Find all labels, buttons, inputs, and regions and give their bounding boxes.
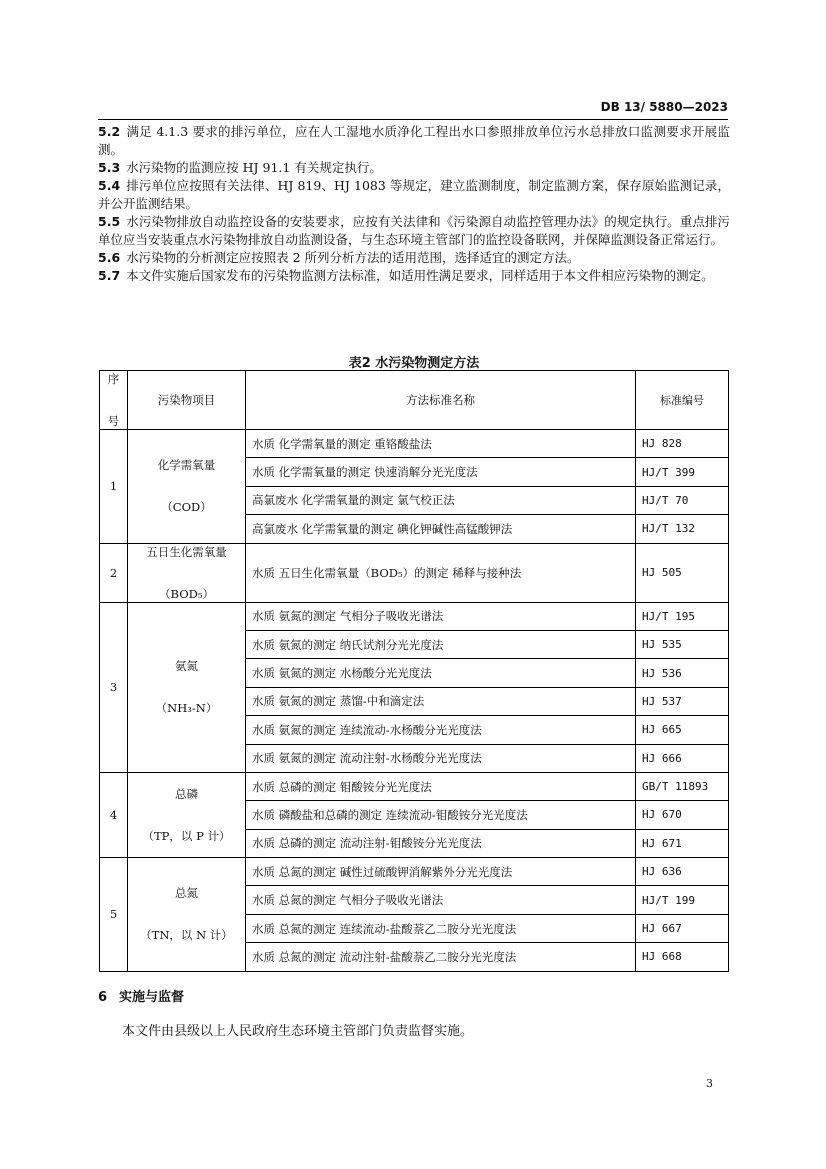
clause-number: 5.4 <box>98 178 121 193</box>
standard-code: HJ 828 <box>636 430 729 458</box>
clause-list <box>98 123 730 285</box>
row-number: 5 <box>100 858 128 972</box>
method-name: 水质 氨氮的测定 蒸馏-中和滴定法 <box>246 687 636 715</box>
clause-5-6 <box>98 249 730 267</box>
clause-5-2 <box>98 123 730 159</box>
table-title: 表2 水污染物测定方法 <box>348 356 480 371</box>
method-name: 水质 氨氮的测定 气相分子吸收光谱法 <box>246 602 636 630</box>
standard-code: HJ 505 <box>636 543 729 602</box>
pollutant-name: 化学需氧量 <box>157 458 216 473</box>
pollutant-item <box>128 772 246 857</box>
method-name: 水质 总氮的测定 气相分子吸收光谱法 <box>246 886 636 914</box>
clause-number: 5.6 <box>98 250 121 265</box>
pollutant-code: （BOD₅） <box>159 586 214 601</box>
standard-code: HJ 636 <box>636 858 729 886</box>
table-row <box>100 858 729 886</box>
standard-code: HJ 535 <box>636 630 729 658</box>
pollutant-item <box>128 543 246 602</box>
col-header-no <box>100 371 128 430</box>
method-name: 高氯废水 化学需氧量的测定 氯气校正法 <box>246 486 636 514</box>
table-row <box>100 602 729 630</box>
method-name: 水质 氨氮的测定 纳氏试剂分光光度法 <box>246 630 636 658</box>
clause-number: 5.7 <box>98 268 121 283</box>
standard-code: HJ 666 <box>636 744 729 772</box>
standard-code: HJ 536 <box>636 659 729 687</box>
standard-code: HJ/T 195 <box>636 602 729 630</box>
pollutant-item <box>128 858 246 972</box>
col-header-method: 方法标准名称 <box>246 371 636 430</box>
pollutant-name: 五日生化需氧量 <box>146 544 227 559</box>
standard-code: HJ 667 <box>636 914 729 942</box>
pollutant-code: （COD） <box>161 500 212 515</box>
col-header-item: 污染物项目 <box>128 371 246 430</box>
clause-text: 本文件实施后国家发布的污染物监测方法标准，如适用性满足要求，同样适用于本文件相应污染物的测定。 <box>126 268 714 283</box>
row-number: 1 <box>100 430 128 544</box>
method-name: 高氯废水 化学需氧量的测定 碘化钾碱性高锰酸钾法 <box>246 515 636 543</box>
method-name: 水质 氨氮的测定 连续流动-水杨酸分光光度法 <box>246 716 636 744</box>
section-title: 实施与监督 <box>119 990 185 1005</box>
table-row <box>100 430 729 458</box>
method-name: 水质 总磷的测定 钼酸铵分光光度法 <box>246 772 636 800</box>
standard-code: HJ/T 399 <box>636 458 729 486</box>
method-name: 水质 氨氮的测定 水杨酸分光光度法 <box>246 659 636 687</box>
pollutant-name: 氨氮 <box>175 659 198 674</box>
methods-table <box>99 370 729 972</box>
page-number: 3 <box>706 1077 713 1090</box>
clause-text: 排污单位应按照有关法律、HJ 819、HJ 1083 等规定，建立监测制度，制定监测方案，保存原始监测记录，并公开监测结果。 <box>98 178 730 211</box>
standard-code: HJ/T 199 <box>636 886 729 914</box>
clause-text: 水污染物的监测应按 HJ 91.1 有关规定执行。 <box>126 160 382 175</box>
method-name: 水质 总氮的测定 连续流动-盐酸萘乙二胺分光光度法 <box>246 914 636 942</box>
clause-number: 5.2 <box>98 124 121 139</box>
pollutant-code: （TN，以 N 计） <box>140 928 233 943</box>
pollutant-code: （NH₃-N） <box>155 701 218 716</box>
method-name: 水质 磷酸盐和总磷的测定 连续流动-钼酸铵分光光度法 <box>246 801 636 829</box>
section-6-text: 本文件由县级以上人民政府生态环境主管部门负责监督实施。 <box>122 1024 474 1039</box>
pollutant-code: （TP，以 P 计） <box>142 828 231 843</box>
clause-5-7 <box>98 267 730 285</box>
clause-number: 5.5 <box>98 214 121 229</box>
col-header-standard: 标准编号 <box>636 371 729 430</box>
standard-code: HJ 665 <box>636 716 729 744</box>
table-header-row <box>100 371 729 430</box>
table-row <box>100 772 729 800</box>
pollutant-name: 总磷 <box>175 786 198 801</box>
method-name: 水质 化学需氧量的测定 快速消解分光光度法 <box>246 458 636 486</box>
standard-code: GB/T 11893 <box>636 772 729 800</box>
method-name: 水质 总磷的测定 流动注射-钼酸铵分光光度法 <box>246 829 636 857</box>
table-row <box>100 543 729 602</box>
method-name: 水质 五日生化需氧量（BOD₅）的测定 稀释与接种法 <box>246 543 636 602</box>
clause-5-5 <box>98 213 730 249</box>
document-code: DB 13/ 5880—2023 <box>600 100 728 114</box>
standard-code: HJ 668 <box>636 943 729 971</box>
method-name: 水质 化学需氧量的测定 重铬酸盐法 <box>246 430 636 458</box>
row-number: 2 <box>100 543 128 602</box>
row-number: 4 <box>100 772 128 857</box>
clause-5-3 <box>98 159 730 177</box>
standard-code: HJ 670 <box>636 801 729 829</box>
section-number: 6 <box>98 990 108 1005</box>
section-6-heading <box>98 986 184 1005</box>
standard-code: HJ 537 <box>636 687 729 715</box>
method-name: 水质 总氮的测定 流动注射-盐酸萘乙二胺分光光度法 <box>246 943 636 971</box>
clause-number: 5.3 <box>98 160 121 175</box>
clause-text: 满足 4.1.3 要求的排污单位，应在人工湿地水质净化工程出水口参照排放单位污水总排放口监测要求开展监测。 <box>98 124 730 157</box>
pollutant-item <box>128 602 246 772</box>
standard-code: HJ 671 <box>636 829 729 857</box>
pollutant-item <box>128 430 246 544</box>
header-rule <box>98 119 728 120</box>
col-header-no-line2: 号 <box>107 414 120 428</box>
col-header-no-line1: 序 <box>107 372 120 386</box>
pollutant-name: 总氮 <box>175 886 198 901</box>
clause-5-4 <box>98 177 730 213</box>
standard-code: HJ/T 132 <box>636 515 729 543</box>
clause-text: 水污染物的分析测定应按照表 2 所列分析方法的适用范围，选择适宜的测定方法。 <box>126 250 580 265</box>
method-name: 水质 氨氮的测定 流动注射-水杨酸分光光度法 <box>246 744 636 772</box>
method-name: 水质 总氮的测定 碱性过硫酸钾消解紫外分光光度法 <box>246 858 636 886</box>
standard-code: HJ/T 70 <box>636 486 729 514</box>
row-number: 3 <box>100 602 128 772</box>
clause-text: 水污染物排放自动监控设备的安装要求，应按有关法律和《污染源自动监控管理办法》的规定执行。重点排污单位应当安装重点水污染物排放自动监测设备，与生态环境主管部门的监控设备联网，并保障监测设备正常运行。 <box>98 214 730 247</box>
